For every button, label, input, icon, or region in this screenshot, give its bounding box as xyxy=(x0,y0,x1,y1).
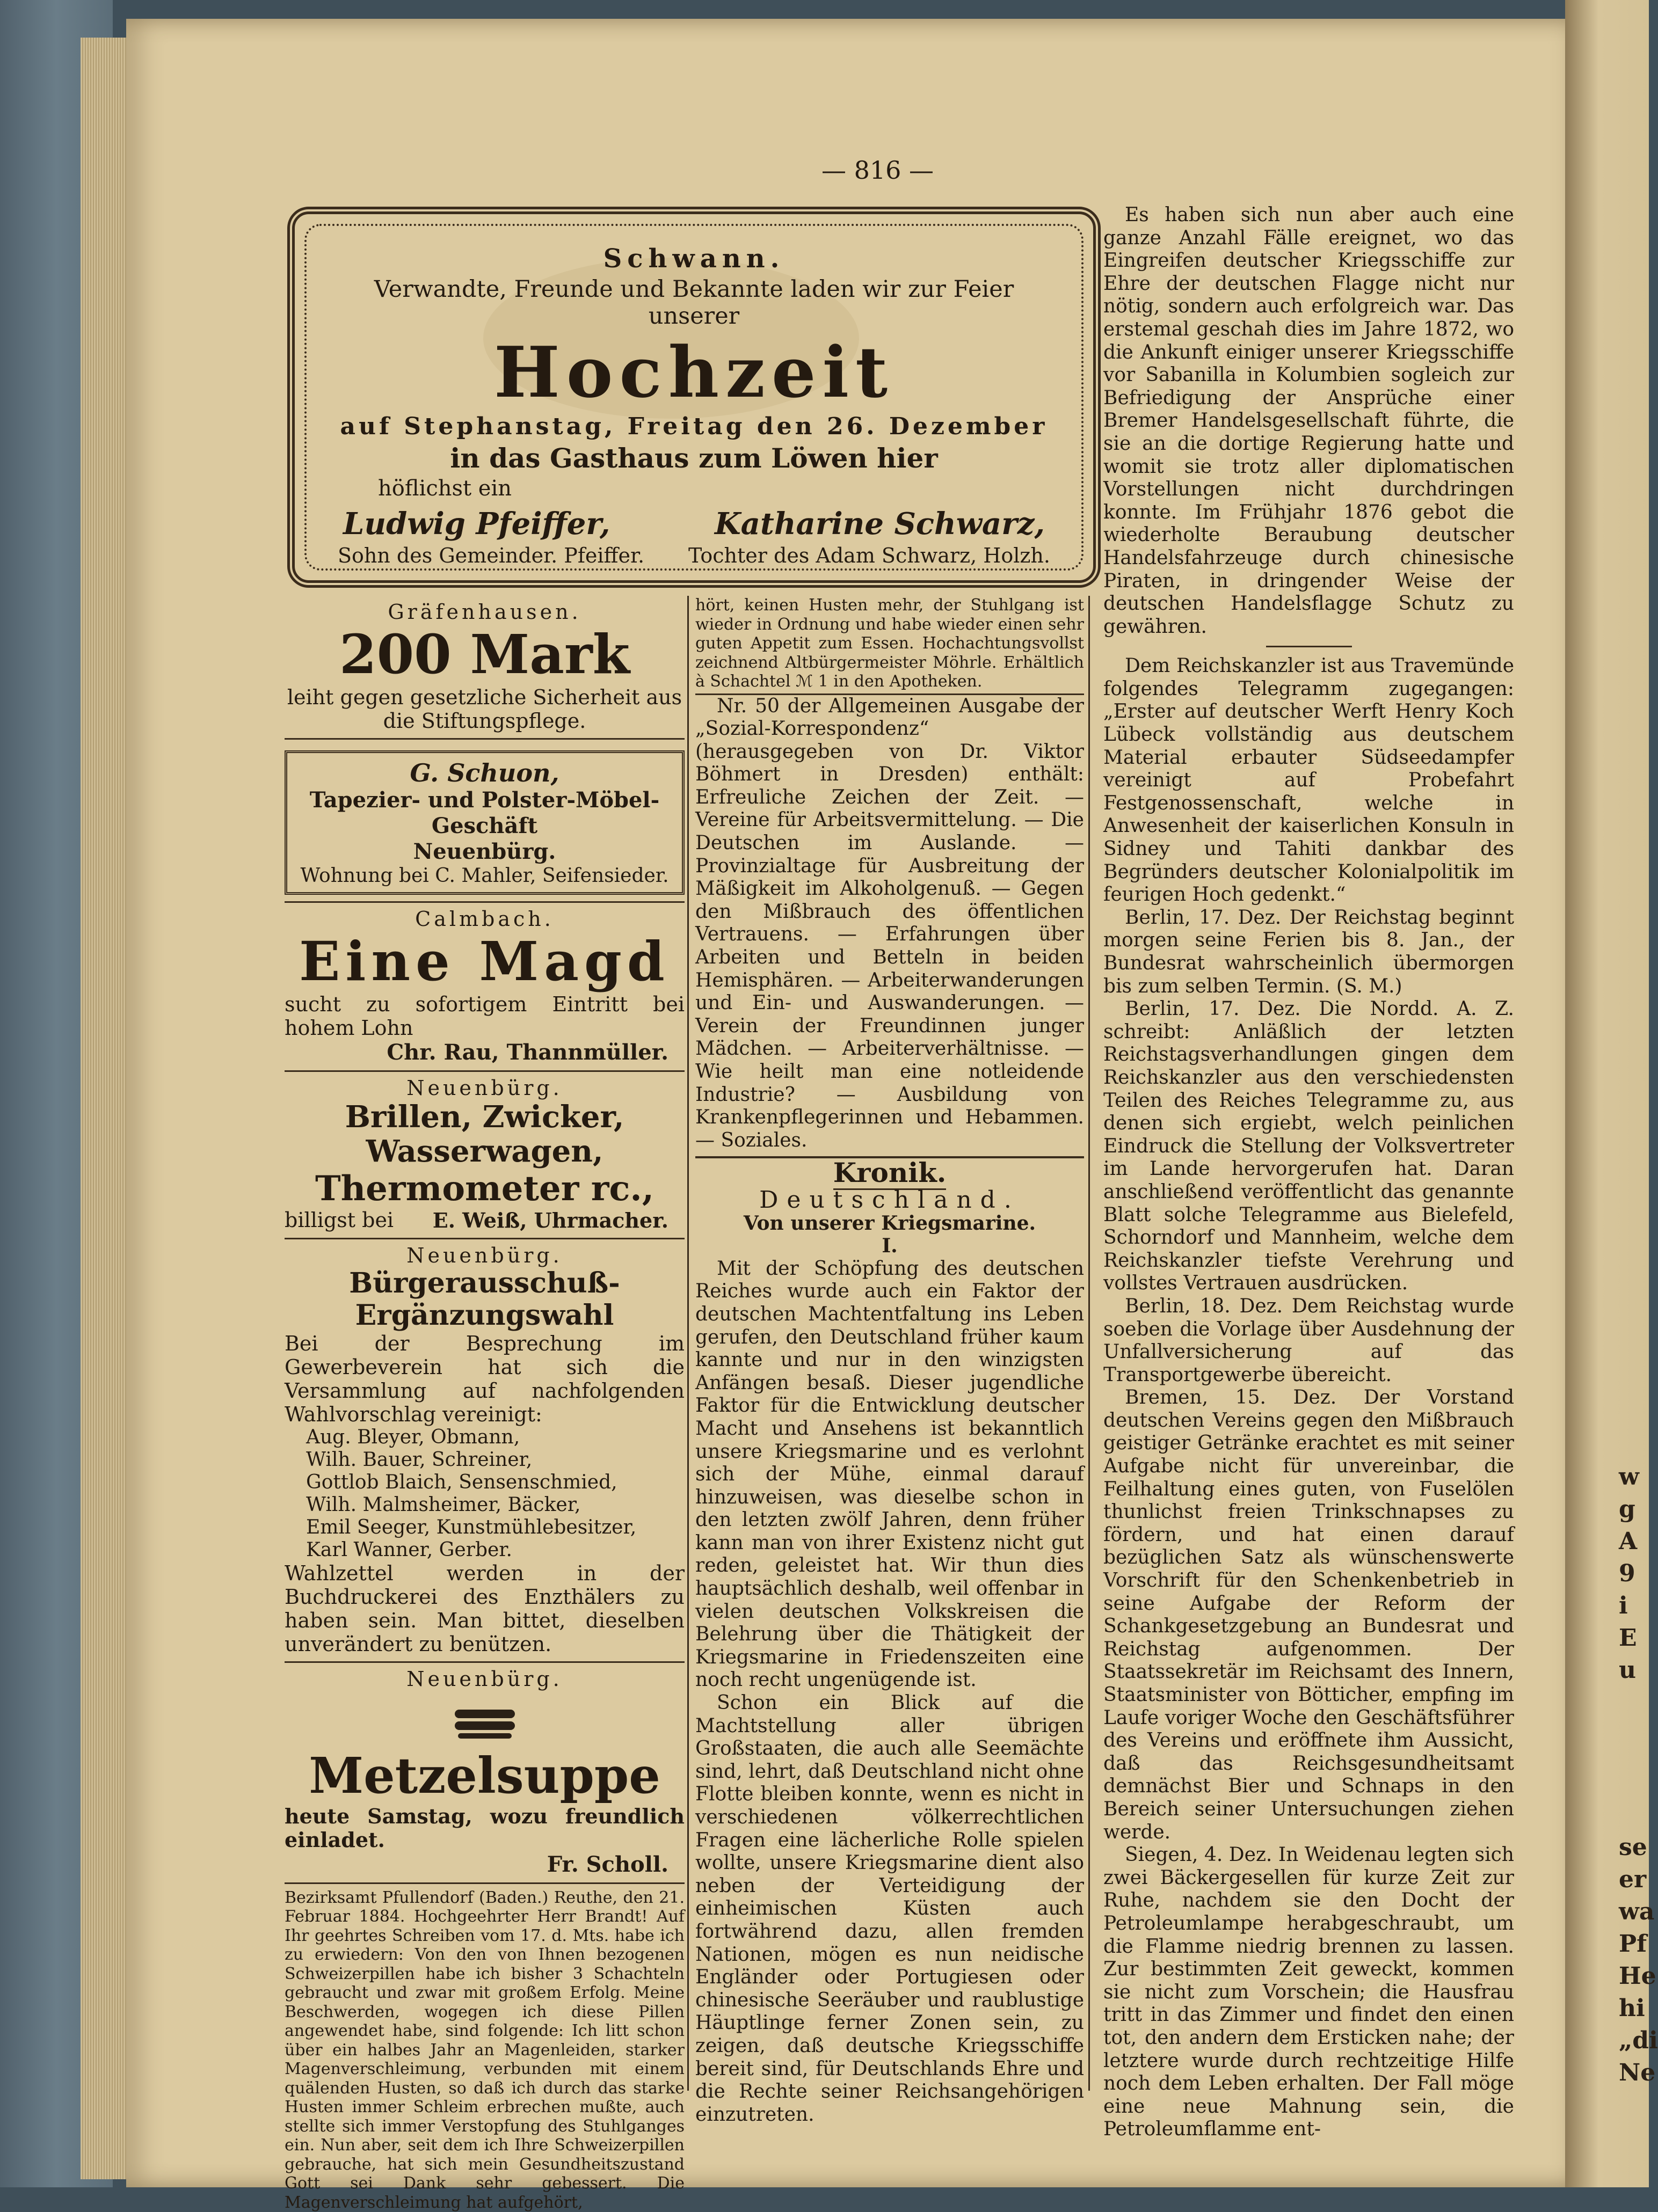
page-number: — 816 — xyxy=(821,156,934,185)
subsection-title: Von unserer Kriegsmarine. xyxy=(743,1211,1036,1235)
next-page-fragment: i xyxy=(1619,1592,1628,1619)
kronik-label: Kronik. xyxy=(833,1157,947,1190)
bride-name: Katharine Schwarz, xyxy=(715,506,1045,542)
candidate-list xyxy=(285,1426,685,1561)
ad-line: Tapezier- und Polster-Möbel-Geschäft xyxy=(309,787,660,838)
ad-line: Neuenbürg. xyxy=(413,839,556,864)
ad-text: Bei der Besprechung im Gewerbeverein hat sich die Versammlung auf nachfolgenden Wahlvorschlag vereinigt: xyxy=(285,1331,685,1426)
ad-text: sucht zu sofortigem Eintritt bei hohem Lohn xyxy=(285,992,685,1040)
groom-desc: Sohn des Gemeinder. Pfeiffer. xyxy=(338,544,645,567)
ad-text: Wahlzettel werden in der Buchdruckerei des Enzthälers zu haben sein. Man bittet, dieselben unverändert zu benützen. xyxy=(285,1561,685,1656)
next-page-fragment: w xyxy=(1619,1463,1639,1491)
article-paragraph: Schon ein Blick auf die Machtstellung aller übrigen Großstaaten, die auch alle Seemächte sind, lehrt, daß Deutschland nicht ohne Flotte bleiben konnte, wenn es nicht in verschiedenen völkerrechtlichen Fragen eine lächerliche Rolle spielen wollte, unsere Kriegsmarine dient also neben der Verteidigung der einheimischen Küsten auch fortwährend dazu, allen fremden Nationen, mögen es nun neidische Engländer oder Portugiesen oder chinesische Seeräuber und raublustige Häuptlinge ferner Zonen sein, zu zeigen, daß deutsche Kriegsschiffe bereit sind, für Deutschlands Ehre und die Rechte seiner Reichsangehörigen einzutreten. xyxy=(695,1692,1084,2126)
wedding-announcement xyxy=(287,207,1101,588)
ad-sign: E. Weiß, Uhrmacher. xyxy=(432,1208,668,1233)
ad-text: heute Samstag, wozu freundlich einladet. xyxy=(285,1804,685,1852)
ad-title: Metzelsuppe xyxy=(309,1746,660,1805)
section-header-kronik xyxy=(695,1156,1084,1189)
candidate: Wilh. Bauer, Schreiner, xyxy=(306,1448,533,1471)
divider xyxy=(1266,646,1352,647)
candidate: Emil Seeger, Kunstmühlebesitzer, xyxy=(306,1516,637,1538)
ad-town: Neuenbürg. xyxy=(406,1667,563,1691)
news-item: Dem Reichskanzler ist aus Travemünde folgendes Telegramm zugegangen: „Erster auf deutscher Werft Henry Koch Lübeck vollständig aus deutschem Material erbauter Südseedampfer vereinigt auf Probefahrt Festgenossenschaft, welche in Anwesenheit der kaiserlichen Konsuln in Sidney und Tahiti dankbar des Begründers deutscher Kolonialpolitik im feurigen Hoch gedenkt.“ xyxy=(1103,655,1514,906)
ad-200-mark xyxy=(285,596,685,740)
ad-title: Eine Magd xyxy=(299,930,670,993)
ad-metzelsuppe xyxy=(285,1663,685,1884)
news-item: Siegen, 4. Dez. In Weidenau legten sich zwei Bäckergesellen für kurze Zeit zur Ruhe, nachdem sie den Docht der Petroleumlampe herabgeschraubt, um die Flamme niedrig brennen zu lassen. Zur bestimmten Zeit geweckt, kommen sie nicht zum Vorschein; die Hausfrau tritt in das Zimmer und findet den einen tot, den andern dem Ersticken nahe; der letztere wurde durch rechtzeitige Hilfe noch dem Leben erhalten. Der Fall möge eine neue Mahnung sein, die Petroleumflamme ent- xyxy=(1103,1844,1514,2141)
next-page-fragment: A xyxy=(1619,1528,1638,1555)
next-page-fragment: E xyxy=(1619,1624,1637,1652)
news-item: Berlin, 17. Dez. Der Reichstag beginnt morgen seine Ferien bis 8. Jan., der Bundesrat wahrscheinlich übermorgen bis zum selben Termin. (S. M.) xyxy=(1103,906,1514,997)
news-item: Berlin, 17. Dez. Die Nordd. A. Z. schreibt: Anläßlich der letzten Reichstagsverhandlungen gingen dem Reichskanzler aus den verschiedensten Teilen des Reiches Telegramme zu, aus denen sich ergiebt, welch peinlichen Eindruck die Stellung der Volksvertreter im Lande hervorgerufen hat. Daran anschließend veröffentlicht das genannte Blatt solche Telegramme aus Bielefeld, Schorndorf und Mannheim, welche dem Reichskanzler tiefste Verehrung und vollstes Vertrauen ausdrücken. xyxy=(1103,998,1514,1295)
subsection-numeral: I. xyxy=(882,1235,898,1258)
ad-town: Neuenbürg. xyxy=(406,1244,563,1268)
middle-column xyxy=(687,596,1090,2126)
ad-title: Thermometer rc., xyxy=(315,1168,654,1209)
ad-name: G. Schuon, xyxy=(410,758,559,787)
ad-brillen xyxy=(285,1072,685,1239)
next-page-fragment: „di xyxy=(1619,2027,1658,2054)
ad-sign: Fr. Scholl. xyxy=(547,1851,668,1877)
ad-title: Bürgerausschuß-Ergänzungswahl xyxy=(349,1267,620,1332)
ad-footer xyxy=(285,1208,685,1232)
next-page-fragment: 9 xyxy=(1619,1560,1635,1587)
wedding-politely: höflichst ein xyxy=(378,476,512,501)
news-item: Berlin, 18. Dez. Dem Reichstag wurde soeben die Vorlage über Ausdehnung der Unfallversicherung auf das Transportgewerbe übereicht. xyxy=(1103,1295,1514,1386)
ad-text: billigst bei xyxy=(285,1208,394,1232)
wedding-date: auf Stephanstag, Freitag den 26. Dezember xyxy=(340,413,1048,440)
bride-desc: Tochter des Adam Schwarz, Holzh. xyxy=(688,544,1050,567)
ads-column xyxy=(285,596,685,2212)
groom-name: Ludwig Pfeiffer, xyxy=(343,506,610,542)
sozial-notice: Nr. 50 der Allgemeinen Ausgabe der „Sozial-Korrespondenz“ (herausgegeben von Dr. Viktor Böhmert in Dresden) enthält: Erfreuliche Zeichen der Zeit. — Vereine für Arbeitsvermittelung. — Die Deutschen im Auslande. — Provinzialtage für Ausbreitung der Mäßigkeit im Alkoholgenuß. — Gegen den Mißbrauch des öffentlichen Vertrauens. — Erfahrungen über Arbeiten und Betteln in beiden Hemisphären. — Arbeiterwanderungen und Ein- und Auswanderungen. — Verein der Freundinnen junger Mädchen. — Arbeiterverhältnisse. — Wie heilt man eine notleidende Industrie? — Ausbildung von Krankenpflegerinnen und Hebammen. — Soziales. xyxy=(695,695,1084,1151)
section-deutschland: Deutschland. xyxy=(759,1186,1020,1214)
candidate: Aug. Bleyer, Obmann, xyxy=(306,1426,520,1448)
next-page-fragment: He xyxy=(1619,1962,1656,1990)
ad-wahl xyxy=(285,1239,685,1663)
wedding-invitation: Verwandte, Freunde und Bekannte laden wir zur Feier unserer xyxy=(374,276,1014,330)
next-page-fragment: se xyxy=(1619,1834,1647,1861)
pills-testimonial: Bezirksamt Pfullendorf (Baden.) Reuthe, den 21. Februar 1884. Hochgeehrter Herr Brandt! Auf Ihr geehrtes Schreiben vom 17. d. Mts. habe ich zu erwiedern: Von den von Ihnen bezogenen Schweizerpillen habe ich bisher 3 Schachteln gebraucht und zwar mit großem Erfolg. Meine Beschwerden, wogegen ich diese Pillen angewendet habe, sind folgende: Ich litt schon über ein halbes Jahr an Magenleiden, starker Magenverschleimung, verbunden mit einem quälenden Husten, so daß ich durch das starke Husten immer Schleim erbrechen mußte, auch stellte sich immer Verstopfung des Stuhlganges ein. Nun aber, seit dem ich Ihre Schweizerpillen gebrauche, hat sich mein Gesundheitszustand Gott sei Dank sehr gebessert. Die Magenverschleimung hat aufgehört, xyxy=(285,1888,685,2212)
news-item: Bremen, 15. Dez. Der Vorstand deutschen Vereins gegen den Mißbrauch geistiger Getränke erachtet es mit seiner Aufgabe nicht für unvereinbar, die Feilhaltung eines guten, von Fuselölen thunlichst freien Trinkschnapses zu fördern, und hat einen darauf bezüglichen Satz als wünschenswerte Vorschrift für den Schenkenbetrieb in seine Aufgabe der Reform der Schankgesetzgebung an Bundesrat und Reichstag aufgenommen. Der Staatssekretär im Reichsamt des Innern, Staatsminister von Bötticher, empfing im Laufe voriger Woche den Geschäftsführer des Vereins und eröffnete ihm Aussicht, daß das Reichsgesundheitsamt demnächst Bier und Schnaps in den Bereich seiner Untersuchungen ziehen werde. xyxy=(1103,1386,1514,1843)
candidate: Karl Wanner, Gerber. xyxy=(306,1538,512,1561)
ad-town: Gräfenhausen. xyxy=(388,600,581,624)
ad-sign: Chr. Rau, Thannmüller. xyxy=(387,1040,668,1065)
wedding-family: Schwann. xyxy=(603,244,785,274)
ad-title: Brillen, Zwicker, Wasserwagen, xyxy=(345,1099,624,1170)
next-page-fragment: hi xyxy=(1619,1995,1645,2022)
sausage-icon xyxy=(453,1704,517,1742)
ornamental-frame xyxy=(304,224,1083,571)
ad-town: Calmbach. xyxy=(415,907,554,931)
next-page-fragment: u xyxy=(1619,1656,1636,1684)
candidate: Gottlob Blaich, Sensenschmied, xyxy=(306,1471,617,1493)
next-page-fragment: g xyxy=(1619,1495,1635,1523)
next-page-fragment: er xyxy=(1619,1866,1647,1893)
ad-title: 200 Mark xyxy=(339,623,630,686)
candidate: Wilh. Malmsheimer, Bäcker, xyxy=(306,1493,581,1516)
pills-continued: hört, keinen Husten mehr, der Stuhlgang ist wieder in Ordnung und habe wieder einen sehr guten Appetit zum Essen. Hochachtungsvollst zeichnend Altbürgermeister Möhrle. Erhältlich à Schachtel ℳ 1 in den Apotheken. xyxy=(695,596,1084,695)
ad-magd xyxy=(285,901,685,1072)
article-paragraph: Mit der Schöpfung des deutschen Reiches wurde auch ein Faktor der deutschen Machtentfaltung ins Leben gerufen, den Deutschland früher kaum kannte und nur in den winzigsten Anfängen besaß. Dieser jugendliche Faktor für die Entwicklung deutscher Macht und Ansehens ist bekanntlich unsere Kriegsmarine und es verlohnt sich der Mühe, einmal darauf hinzuweisen, was dieselbe schon in den letzten zwölf Jahren, denn früher kann man von ihrer Existenz nicht gut reden, geleistet hat. Wir thun dies hauptsächlich deshalb, weil offenbar in vielen deutschen Volkskreisen die Belehrung über die Thätigkeit der Kriegsmarine in Friedenszeiten eine noch recht ungenügende ist. xyxy=(695,1257,1084,1691)
next-page-fragment: Ne xyxy=(1619,2059,1656,2086)
wedding-place: in das Gasthaus zum Löwen hier xyxy=(450,442,938,474)
next-page-fragment: wa xyxy=(1619,1898,1655,1925)
article-paragraph: Es haben sich nun aber auch eine ganze Anzahl Fälle ereignet, wo das Eingreifen deutscher Kriegsschiffe zur Ehre der deutschen Flagge nicht nur nötig, sondern auch erfolgreich war. Das erstemal geschah dies im Jahre 1872, wo die Ankunft einiger unserer Kriegsschiffe vor Sabanilla in Kolumbien sogleich zur Befriedigung der Ansprüche einer Bremer Handelsgesellschaft führte, die sie an die dortige Regierung hatte und womit sie trotz aller diplomatischen Vorstellungen nicht durchdringen konnte. Im Frühjahr 1876 gebot die wiederholte Beraubung deutscher Handelsfahrzeuge durch chinesische Piraten, in dringender Weise der deutschen Handelsflagge Schutz zu gewähren. xyxy=(1103,204,1514,638)
ad-text: leiht gegen gesetzliche Sicherheit aus die Stiftungspflege. xyxy=(287,685,682,733)
ad-title-row xyxy=(285,1691,685,1805)
ad-schuon xyxy=(285,750,685,895)
ad-line: Wohnung bei C. Mahler, Seifensieder. xyxy=(300,865,669,887)
next-page-fragment: Pf xyxy=(1619,1930,1647,1958)
right-column xyxy=(1103,204,1514,2141)
wedding-title: Hochzeit xyxy=(493,331,895,413)
ad-town: Neuenbürg. xyxy=(406,1076,563,1100)
